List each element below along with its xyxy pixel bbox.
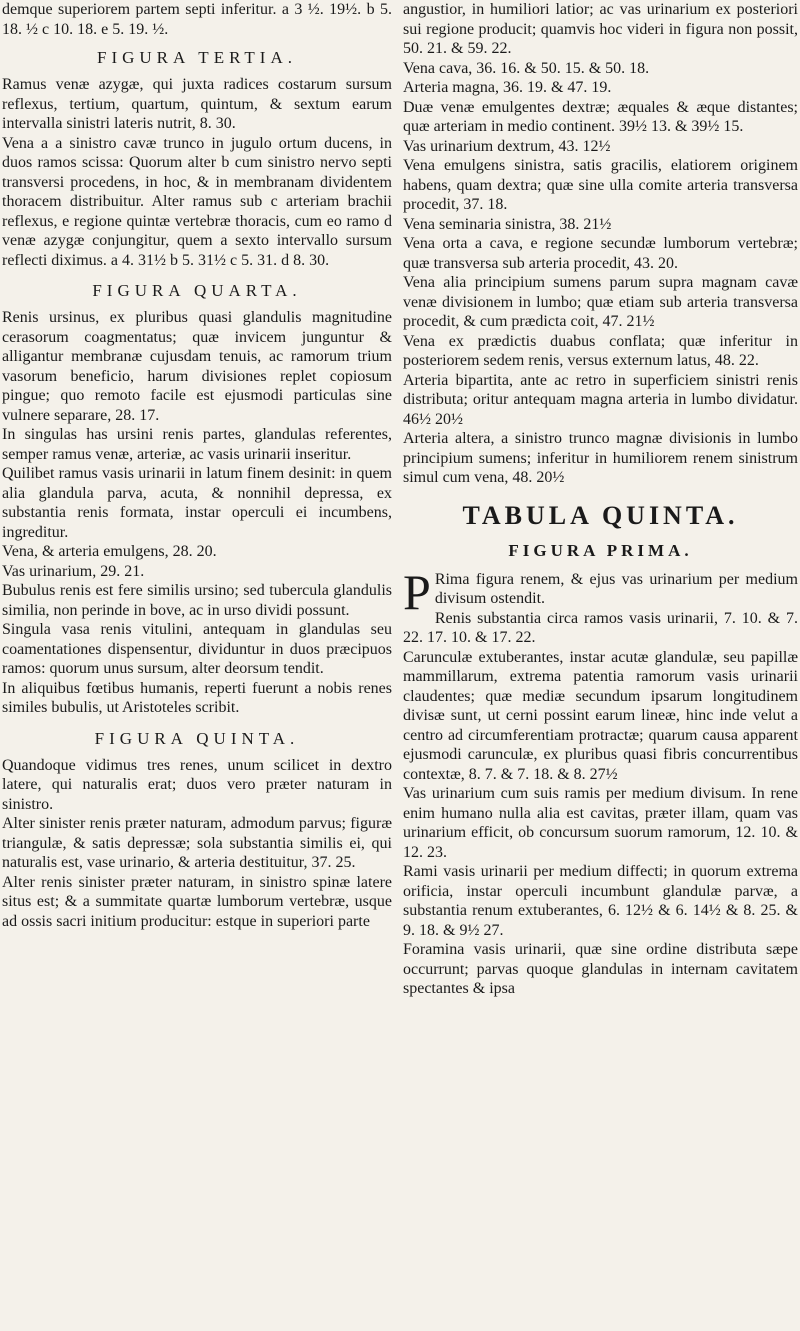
heading-figura-prima: FIGURA PRIMA.	[508, 540, 693, 560]
paragraph: Foramina vasis urinarii, quæ sine ordine distributa sæpe occurrunt; parvas quoque glandulas in internam cavitatem spectantes & ipsa	[403, 941, 798, 997]
paragraph: Vas urinarium, 29. 21.	[2, 562, 145, 580]
paragraph: Vena cava, 36. 16. & 50. 15. & 50. 18.	[403, 59, 650, 77]
paragraph: Arteria magna, 36. 19. & 47. 19.	[403, 79, 612, 96]
paragraph: Vena ex prædictis duabus conflata; quæ inferitur in posteriorem sedem renis, versus externum latus, 48. 22.	[403, 332, 798, 369]
paragraph: Rami vasis urinarii per medium diffecti; in quorum extrema orificia, instar operculi incumbunt glandulæ parvæ, a substantia renum extuberantes, 6. 12½ & 6. 14½ & 8. 25. & 9. 18. & 9½ 27.	[403, 863, 798, 939]
paragraph: angustior, in humiliori latior; ac vas urinarium ex posteriori sui regione producit; quamvis hoc videri in figura non possit, 50. 21. & 59. 22.	[403, 1, 798, 57]
paragraph-with-dropcap	[403, 563, 798, 620]
heading-figura-quinta: FIGURA QUINTA.	[94, 728, 300, 748]
paragraph: Carunculæ extuberantes, instar acutæ glandulæ, seu papillæ mammillarum, extrema patentia ramorum vasis urinarii claudentes; quæ mediæ secundum ipsarum longitudinem divisæ sunt, ut cerni possint earum lineæ, hinc inde velut a centro ad circumferentiam protractæ; quarum causa apparent ejusmodi carunculæ, ex pluribus quasi fibris concurrentibus contextæ, 8. 7. & 7. 18. & 8. 27½	[403, 648, 798, 783]
drop-cap-letter: P	[403, 563, 431, 620]
paragraph: Ramus venæ azygæ, qui juxta radices costarum sursum reflexus, tertium, quartum, quintum, & sextum earum intervalla sinistri lateris nutrit, 8. 30.	[2, 76, 392, 132]
paragraph: Renis ursinus, ex pluribus quasi glandulis magnitudine cerasorum coagmentatus; quæ invicem junguntur & alligantur membranæ cujusdam tenuis, ac ramorum trium vasorum beneficio, harum divisiones replet copiosum pingue; quo remoto facile est ejusmodi particulas sine vulnere separare, 28. 17.	[2, 309, 392, 424]
paragraph: Duæ venæ emulgentes dextræ; æquales & æque distantes; quæ arteriam in medio continent. 39½ 13. & 39½ 15.	[403, 98, 798, 135]
paragraph: Vena seminaria sinistra, 38. 21½	[403, 215, 612, 233]
heading-tabula-quinta: TABULA QUINTA.	[462, 500, 739, 530]
paragraph: Renis substantia circa ramos vasis urinarii, 7. 10. & 7. 22. 17. 10. & 17. 22.	[403, 609, 798, 646]
paragraph: Alter sinister renis præter naturam, admodum parvus; figuræ triangulæ, & satis depressæ; sola substantia similis ei, qui naturalis est, vase urinario, & arteria destituitur, 37. 25.	[2, 815, 392, 871]
heading-figura-tertia: FIGURA TERTIA.	[97, 48, 297, 67]
paragraph: Quandoque vidimus tres renes, unum scilicet in dextro latere, qui naturalis erat; duos vero præter naturam in sinistro.	[2, 756, 392, 813]
paragraph: Vena emulgens sinistra, satis gracilis, elatiorem originem habens, quam dextra; quæ sine ulla comite arteria transversa procedit, 37. 18.	[403, 157, 798, 213]
right-column	[403, 0, 798, 999]
paragraph: Alter renis sinister præter naturam, in sinistro spinæ latere situs est; & a summitate quartæ lumborum vertebræ, usque ad ossis sacri initium producitur: estque in superiori parte	[2, 873, 392, 930]
paragraph: Vena orta a cava, e regione secundæ lumborum vertebræ; quæ transversa sub arteria procedit, 43. 20.	[403, 235, 798, 272]
paragraph: Vena alia principium sumens parum supra magnam cavæ venæ divisionem in lumbo; quæ etiam sub arteria transversa procedit, & cum prædicta coit, 47. 21½	[403, 274, 798, 330]
paragraph: Arteria altera, a sinistro trunco magnæ divisionis in lumbo principium sumens; inferitur in humiliorem renem sinistrum simul cum vena, 48. 20½	[403, 430, 798, 486]
left-column	[0, 0, 392, 931]
paragraph: In singulas has ursini renis partes, glandulas referentes, semper ramus venæ, arteriæ, ac vasis urinarii inseritur.	[2, 426, 392, 463]
paragraph-text: Rima figura renem, & ejus vas urinarium per medium divisum ostendit.	[434, 570, 798, 607]
paragraph: Vas urinarium dextrum, 43. 12½	[403, 137, 611, 155]
paragraph: Vena a a sinistro cavæ trunco in jugulo ortum ducens, in duos ramos scissa: Quorum alter b cum sinistro nervo septi transversi procedens, in hoc, & in membranam dividentem thoracem distribuitur. Alter ramus sub c arteriam brachii reflexus, e regione quintæ vertebræ thoracis, cum eo ramo d venæ azygæ conjungitur, quem a sexto intervallo sursum reflecti diximus. a 4. 31½ b 5. 31½ c 5. 31. d 8. 30.	[2, 134, 392, 269]
paragraph: In aliquibus fœtibus humanis, reperti fuerunt a nobis renes similes bubulis, ut Aristoteles scribit.	[2, 679, 392, 716]
heading-figura-quarta: FIGURA QUARTA.	[92, 281, 302, 300]
paragraph: Vas urinarium cum suis ramis per medium divisum. In rene enim humano nulla alia est cavitas, præter illam, quam vas urinarium efficit, ob concursum suorum ramorum, 12. 10. & 12. 23.	[403, 785, 798, 861]
paragraph: Bubulus renis est fere similis ursino; sed tubercula glandulis similia, non perinde in bove, ac in urso dividi possunt.	[2, 582, 392, 619]
paragraph: Vena, & arteria emulgens, 28. 20.	[2, 543, 217, 560]
intro-text: demque superiorem partem septi inferitur. a 3 ½. 19½. b 5. 18. ½ c 10. 18. e 5. 19. ½.	[2, 1, 392, 38]
paragraph: Quilibet ramus vasis urinarii in latum finem desinit: in quem alia glandula parva, acuta, & nonnihil depressa, ex substantia renis formata, instar operculi ei incumbens, ingreditur.	[2, 465, 392, 541]
paragraph: Arteria bipartita, ante ac retro in superficiem sinistri renis distributa; oritur antequam magna arteria in lumbo dividatur. 46½ 20½	[403, 371, 798, 428]
paragraph: Singula vasa renis vitulini, antequam in glandulas seu coamentationes dispensentur, dividuntur in duos præcipuos ramos: quorum unus sursum, alter deorsum tendit.	[2, 621, 392, 677]
